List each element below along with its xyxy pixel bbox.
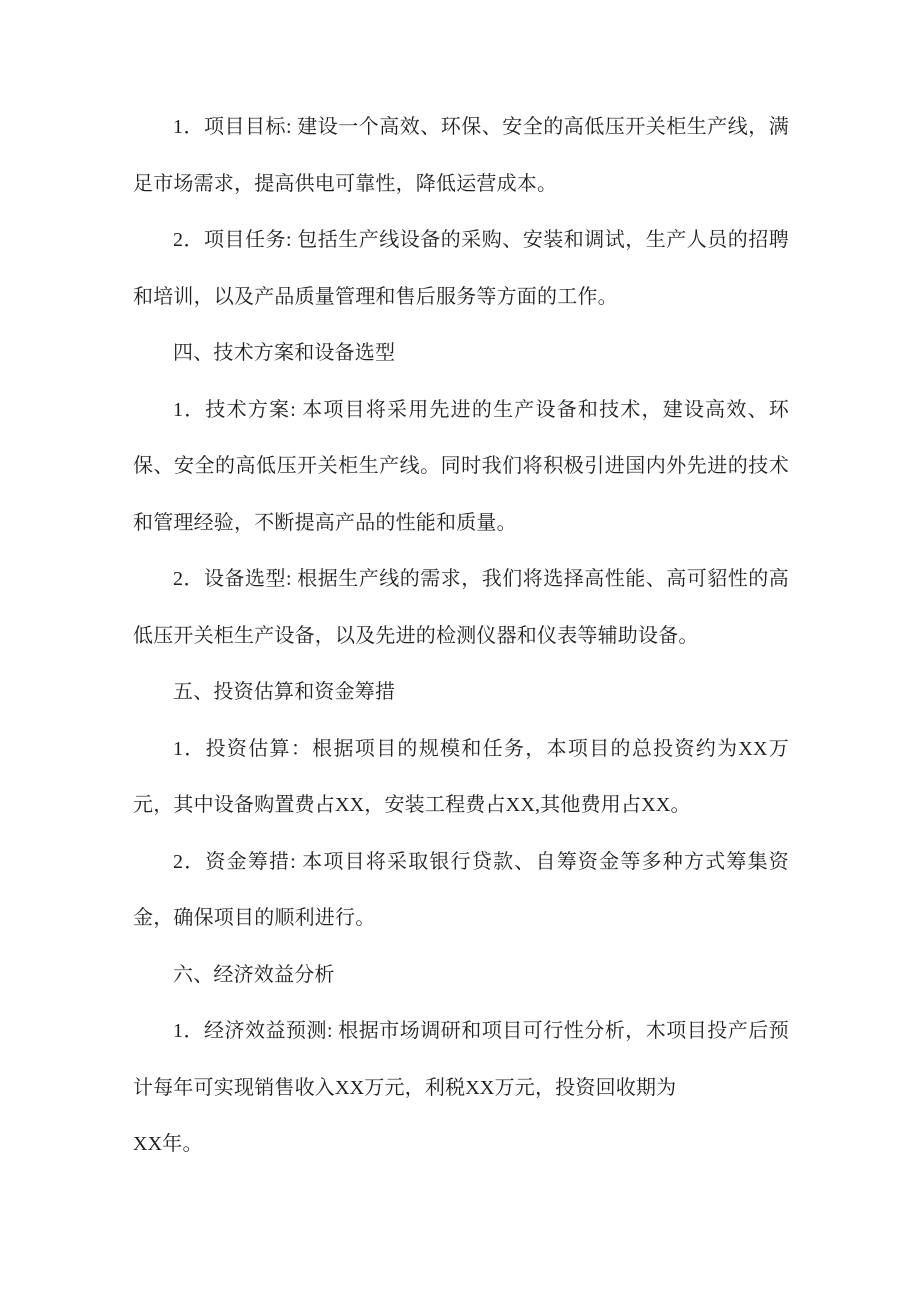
numbered-item-10: 1．经济效益预测: 根据市场调研和项目可行性分析，木项目投产后预计每年可实现销售收入XX万元，利税XX万元，投资回收期为 xyxy=(133,1020,789,1099)
numbered-item-5: 2．设备选型: 根据生产线的需求，我们将选择高性能、高可貂性的高低压开关柜生产设备，以及先进的检测仪器和仪表等辅助设备。 xyxy=(133,568,789,647)
numbered-item-4: 1．技术方案: 本项目将采用先进的生产设备和技术，建设高效、环保、安全的高低压开关柜生产线。同时我们将积极引进国内外先进的技术和管理经验，不断提高产品的性能和质量。 xyxy=(133,398,789,534)
document-body xyxy=(133,99,789,1173)
section-heading-6: 五、投资估算和资金筹措 xyxy=(173,681,396,703)
numbered-item-2: 2．项目任务: 包括生产线设备的采购、安装和调试，生产人员的招聘和培训，以及产品质量管理和售后服务等方面的工作。 xyxy=(133,229,789,308)
section-heading-3: 四、技术方案和设备选型 xyxy=(173,342,396,364)
section-heading-9: 六、经济效益分析 xyxy=(173,963,335,986)
numbered-item-7: 1．投资估算：根据项目的规模和任务，本项目的总投资约为XX万元，其中设备购置费占XX，安装工程费占XX,其他费用占XX。 xyxy=(133,737,789,816)
numbered-item-1: 1．项目目标: 建设一个高效、环保、安全的高低压开关柜生产线，满足市场需求，提高供电可靠性，降低运营成本。 xyxy=(133,116,789,195)
continuation-line-11: XX年。 xyxy=(133,1133,203,1155)
numbered-item-8: 2．资金筹措: 本项目将采取银行贷款、自筹资金等多种方式筹集资金，确保项目的顺利进行。 xyxy=(133,850,789,929)
